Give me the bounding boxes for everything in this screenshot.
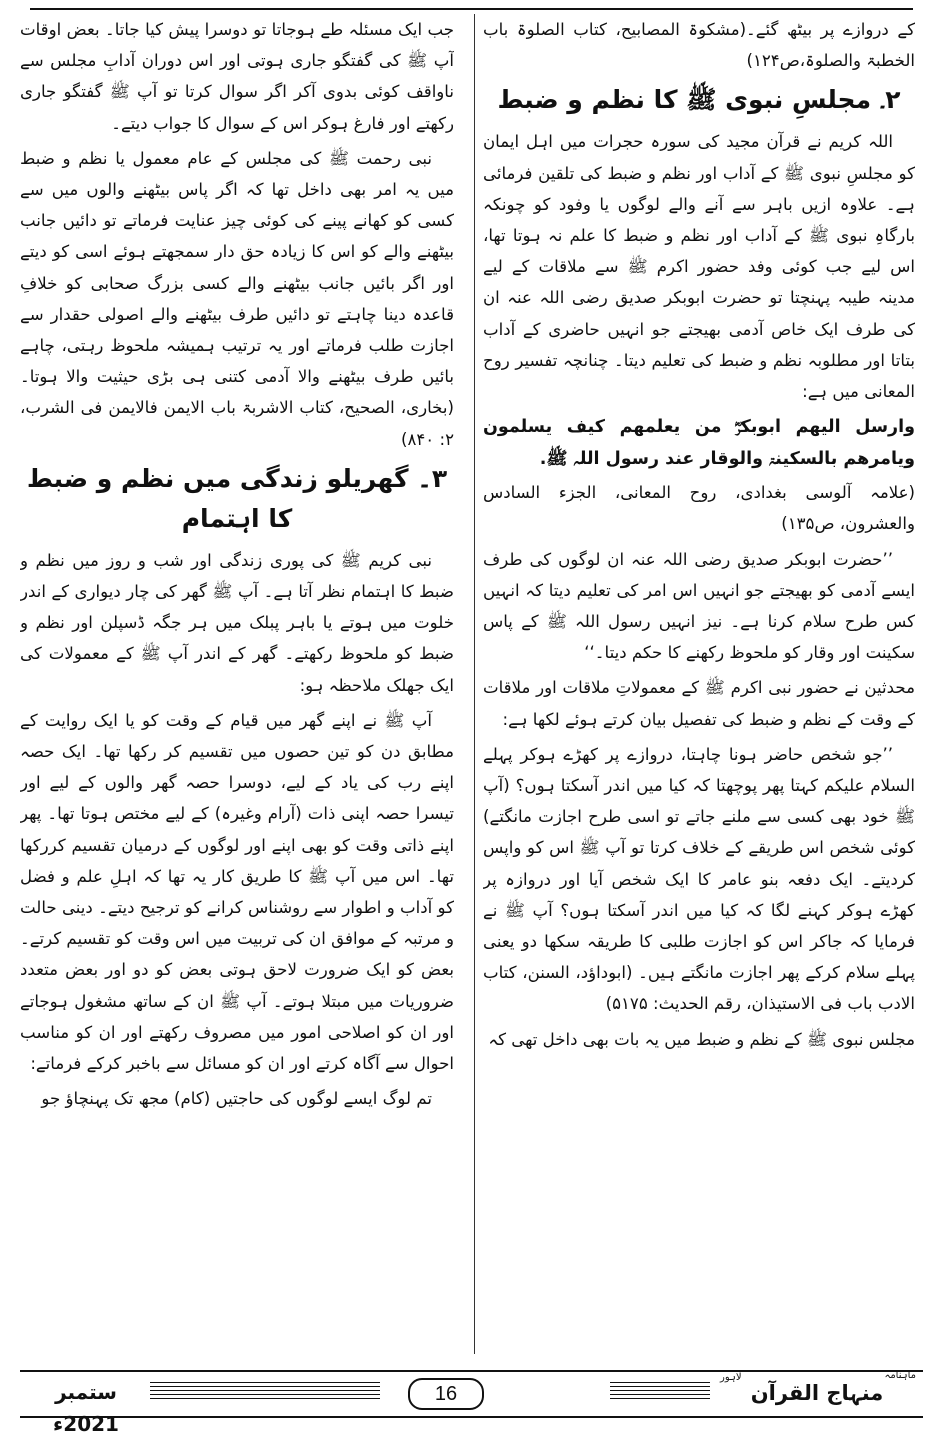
- paragraph: کے دروازے پر بیٹھ گئے۔(مشکوۃ المصابیح، کتاب الصلوۃ باب الخطبۃ والصلوۃ،ص۱۲۴): [483, 20, 915, 71]
- quote-reference: (علامہ آلوسی بغدادی، روح المعانی، الجزء السادس والعشرون، ص۱۳۵): [483, 483, 915, 534]
- column-divider: [474, 14, 475, 1354]
- top-rule: [30, 8, 913, 10]
- logo-city: لاہور: [720, 1372, 742, 1383]
- left-column: [20, 14, 454, 1359]
- footer-decorative-lines: [610, 1382, 710, 1402]
- paragraph: محدثین نے حضور نبی اکرم ﷺ کے معمولاتِ ملاقات اور ملاقات کے وقت کے نظم و ضبط کی تفصیل بیان کرتے ہوئے لکھا ہے:: [483, 678, 915, 729]
- paragraph: آپ ﷺ نے اپنے گھر میں قیام کے وقت کو یا ایک روایت کے مطابق دن کو تین حصوں میں تقسیم کر رکھا تھا۔ ایک حصہ اپنے رب کی یاد کے لیے، دوسرا حصہ گھر والوں کے لیے اور تیسرا حصہ اپنی ذات (آرام وغیرہ) کے لیے مختص ہوتا تھا۔ پھر اپنے ذاتی وقت کو بھی اپنے اور لوگوں کے درمیان تقسیم کررکھا تھا۔ اس میں آپ ﷺ کا طریق کار یہ تھا کہ اہلِ علم و فضل کو آداب و اطوار سے روشناس کرانے کو ترجیح دیتے۔ دینی حالت و مرتبہ کے موافق ان کی تربیت میں اس وقت کو تقسیم کرتے۔ بعض کو ایک ضرورت لاحق ہوتی بعض کو دو اور بعض متعدد ضروریات میں مبتلا ہوتے۔ آپ ﷺ ان کے ساتھ مشغول ہوجاتے اور ان کو اصلاحی امور میں مصروف رکھتے اور ان کو مناسب احوال سے آگاہ کرتے اور ان کو مسائل سے باخبر کرکے فرماتے:: [20, 710, 454, 1074]
- paragraph: ’’جو شخص حاضر ہونا چاہتا، دروازے پر کھڑے ہوکر پہلے السلام علیکم کہتا پھر پوچھتا کہ کیا میں اندر آسکتا ہوں؟ (آپ ﷺ خود بھی کسی سے ملنے جاتے تو اسی طرح اجازت مانگتے) کوئی شخص اس طریقے کے خلاف کرتا تو آپ ﷺ اس کو واپس کردیتے۔ ایک دفعہ بنو عامر کا ایک شخص آیا اور دروازہ پر کھڑے ہوکر کہنے لگا کہ کیا میں اندر آسکتا ہوں؟ آپ ﷺ نے فرمایا کہ جاکر اس کو اجازت طلبی کا طریقہ سکھا دو یعنی پہلے سلام کرکے پھر اجازت مانگتے ہیں۔ (ابوداؤد، السنن، کتاب الادب باب فی الاستیذان، رقم الحدیث: ۵۱۷۵): [483, 744, 915, 1014]
- paragraph: مجلس نبوی ﷺ کے نظم و ضبط میں یہ بات بھی داخل تھی کہ: [488, 1029, 915, 1049]
- section-heading-3: ۳۔ گھریلو زندگی میں نظم و ضبط کا اہتمام: [26, 463, 448, 533]
- paragraph: جب ایک مسئلہ طے ہوجاتا تو دوسرا پیش کیا جاتا۔ بعض اوقات آپ ﷺ کی گفتگو جاری ہوتی اور اس دوران آدابِ مجلس سے ناواقف کوئی بدوی آکر اگر سوال کرتا تو آپ ﷺ گفتگو جاری رکھتے اور فارغ ہوکر اس کے سوال کا جواب دیتے۔: [20, 20, 454, 133]
- paragraph: نبی کریم ﷺ کی پوری زندگی اور شب و روز میں نظم و ضبط کا اہتمام نظر آتا ہے۔ آپ ﷺ گھر کی چار دیواری کے اندر خلوت میں ہوتے یا باہر پبلک میں ہر جگہ ڈسپلن اور نظم و ضبط کو ملحوظ رکھتے۔ گھر کے اندر آپ ﷺ کے معمولات کی ایک جھلک ملاحظہ ہو:: [20, 550, 454, 695]
- paragraph: تم لوگ ایسے لوگوں کی حاجتیں (کام) مجھ تک پہنچاؤ جو: [41, 1089, 432, 1109]
- section-heading-2: ۲۔ مجلسِ نبوی ﷺ کا نظم و ضبط: [497, 85, 901, 115]
- page-number: 16: [408, 1378, 484, 1410]
- paragraph: ’’حضرت ابوبکر صدیق رضی اللہ عنہ ان لوگوں کی طرف ایسے آدمی کو بھیجتے جو انہیں اس امر کی تعلیم دیتا کہ انہیں کس طرح سلام کرنا ہے۔ نیز انہیں رسول اللہ ﷺ کے پاس سکینت اور وقار کو ملحوظ رکھنے کا حکم دیتا۔‘‘: [483, 549, 915, 663]
- issue-date: ستمبر 2021ء: [53, 1380, 119, 1436]
- arabic-quote: وارسل الیھم ابوبکرؓ من یعلمھم کیف یسلمون ویامرھم بالسکینۃ والوقار عند رسول اللہ ﷺ.: [483, 417, 915, 470]
- logo-prefix: ماہنامہ: [884, 1370, 916, 1381]
- footer-decorative-lines: [150, 1382, 380, 1402]
- page-footer: [20, 1370, 923, 1436]
- right-column: [483, 14, 915, 1359]
- logo-title: منہاج القرآن: [750, 1381, 884, 1405]
- magazine-logo: [720, 1370, 920, 1414]
- paragraph: نبی رحمت ﷺ کی مجلس کے عام معمول یا نظم و ضبط میں یہ امر بھی داخل تھا کہ اگر پاس بیٹھنے والوں میں سے کسی کو کھانے پینے کی کوئی چیز عنایت فرماتے تو دائیں جانب بیٹھنے والے کو اس کا زیادہ حق دار سمجھتے ہوئے اسی کو دیتے اور اگر بائیں جانب بیٹھنے والے کسی بزرگ صحابی کو خلافِ قاعدہ دینا چاہتے تو دائیں طرف بیٹھنے والے اصولی حقدار سے اجازت طلب فرماتے اور یہ ترتیب ہمیشہ ملحوظ رہتی، چاہے بائیں طرف بیٹھنے والا آدمی کتنی ہی بڑی حیثیت والا ہوتا۔ (بخاری، الصحیح، کتاب الاشربۃ باب الایمن فالایمن فی الشرب، ۲: ۸۴۰): [20, 148, 454, 449]
- paragraph: اللہ کریم نے قرآن مجید کی سورہ حجرات میں اہل ایمان کو مجلسِ نبوی ﷺ کے آداب اور نظم و ضبط کی تلقین فرمائی ہے۔ علاوہ ازیں باہر سے آنے والے لوگوں یا وفود کو چونکہ بارگاہِ نبوی ﷺ کے آداب اور نظم و ضبط کا علم نہ ہوتا تھا، اس لیے جب کوئی وفد حضور اکرم ﷺ سے ملاقات کے لیے مدینہ طیبہ پہنچتا تو حضرت ابوبکر صدیق رضی اللہ عنہ ان کی طرف ایک خاص آدمی بھیجتے جو انہیں حاضری کے آداب بتاتا اور مطلوبہ نظم و ضبط کی تعلیم دیتا۔ چنانچہ تفسیر روح المعانی میں ہے:: [483, 132, 915, 402]
